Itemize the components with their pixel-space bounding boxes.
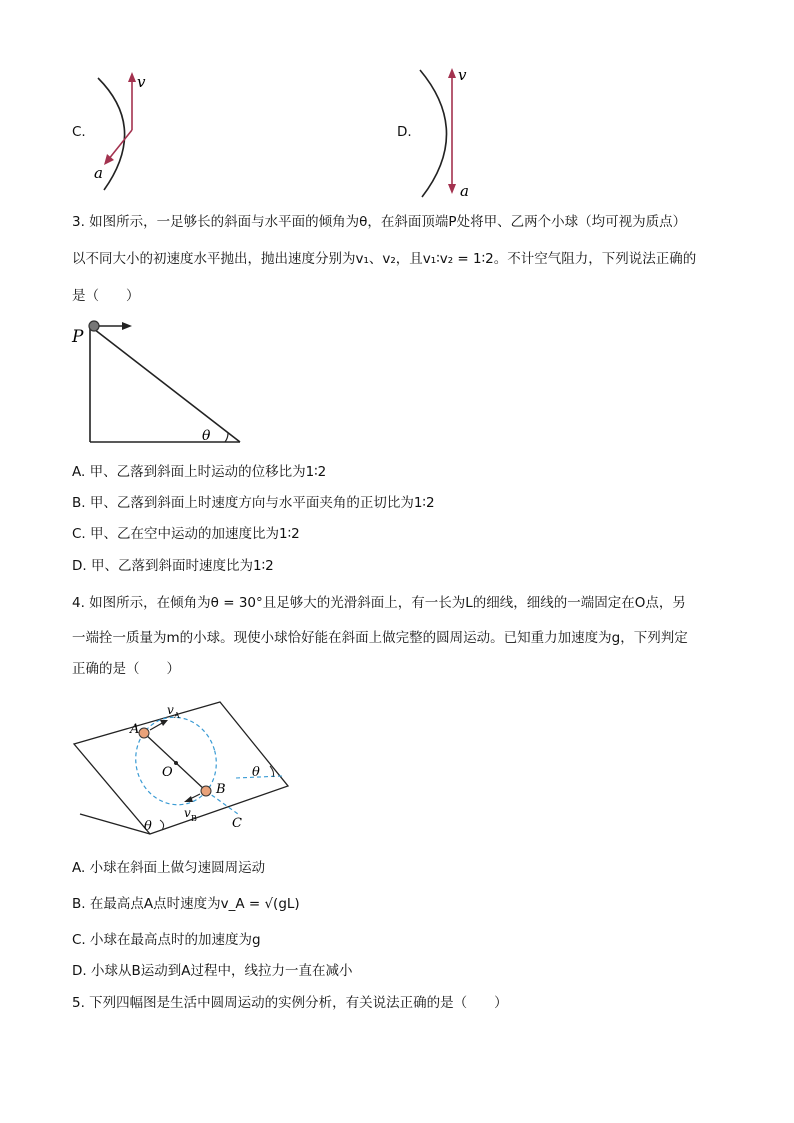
q3-option-d: D. 甲、乙落到斜面时速度比为1∶2 xyxy=(72,558,274,574)
q4-vb-label: v xyxy=(184,806,191,820)
q3-line-1: 3. 如图所示，一足够长的斜面与水平面的倾角为θ，在斜面顶端P处将甲、乙两个小球（均可视为质点） xyxy=(72,214,687,230)
q4-c-label: C xyxy=(232,816,242,831)
q4-va-sub: A xyxy=(174,711,180,720)
c-v-label: v xyxy=(137,73,146,91)
q4-line-3: 正确的是（ ） xyxy=(72,661,180,677)
q4-line-1: 4. 如图所示，在倾角为θ = 30°且足够大的光滑斜面上，有一长为L的细线，细线的一端固定在O点，另 xyxy=(72,595,686,611)
d-a-label: a xyxy=(460,182,469,200)
q4-vb-sub: B xyxy=(191,814,197,823)
q3-line-2: 以不同大小的初速度水平抛出，抛出速度分别为v₁、v₂，且v₁∶v₂ = 1∶2。不计空气阻力，下列说法正确的 xyxy=(72,251,697,267)
option-d-figure xyxy=(412,62,482,202)
q4-o-label: O xyxy=(162,765,173,780)
q3-p-label: P xyxy=(72,327,84,347)
q4-theta-right: θ xyxy=(252,765,260,780)
q4-option-a: A. 小球在斜面上做匀速圆周运动 xyxy=(72,860,266,876)
option-c-label: C. xyxy=(72,124,86,140)
q4-slope-figure xyxy=(70,696,300,841)
q3-option-c: C. 甲、乙在空中运动的加速度比为1∶2 xyxy=(72,526,300,542)
q3-option-a: A. 甲、乙落到斜面上时运动的位移比为1∶2 xyxy=(72,464,327,480)
c-a-label: a xyxy=(94,164,103,182)
q4-option-b: B. 在最高点A点时速度为v_A = √(gL) xyxy=(72,896,300,912)
option-c-figure xyxy=(88,68,158,193)
q3-option-b: B. 甲、乙落到斜面上时速度方向与水平面夹角的正切比为1∶2 xyxy=(72,495,435,511)
q4-option-d: D. 小球从B运动到A过程中，线拉力一直在减小 xyxy=(72,963,353,979)
q4-b-label: B xyxy=(216,782,226,797)
option-d-label: D. xyxy=(397,124,412,140)
q4-va-label: v xyxy=(167,703,174,717)
q4-line-2: 一端拴一质量为m的小球。现使小球恰好能在斜面上做完整的圆周运动。已知重力加速度为g，下列判定 xyxy=(72,630,688,646)
d-v-label: v xyxy=(458,66,467,84)
q3-incline-figure xyxy=(70,314,250,449)
q4-theta-base: θ xyxy=(144,819,152,834)
q3-line-3: 是（ ） xyxy=(72,288,140,304)
q4-a-label: A xyxy=(130,722,140,737)
q4-option-c: C. 小球在最高点时的加速度为g xyxy=(72,932,261,948)
q3-theta-label: θ xyxy=(202,428,211,444)
q5-line-1: 5. 下列四幅图是生活中圆周运动的实例分析，有关说法正确的是（ ） xyxy=(72,995,508,1011)
